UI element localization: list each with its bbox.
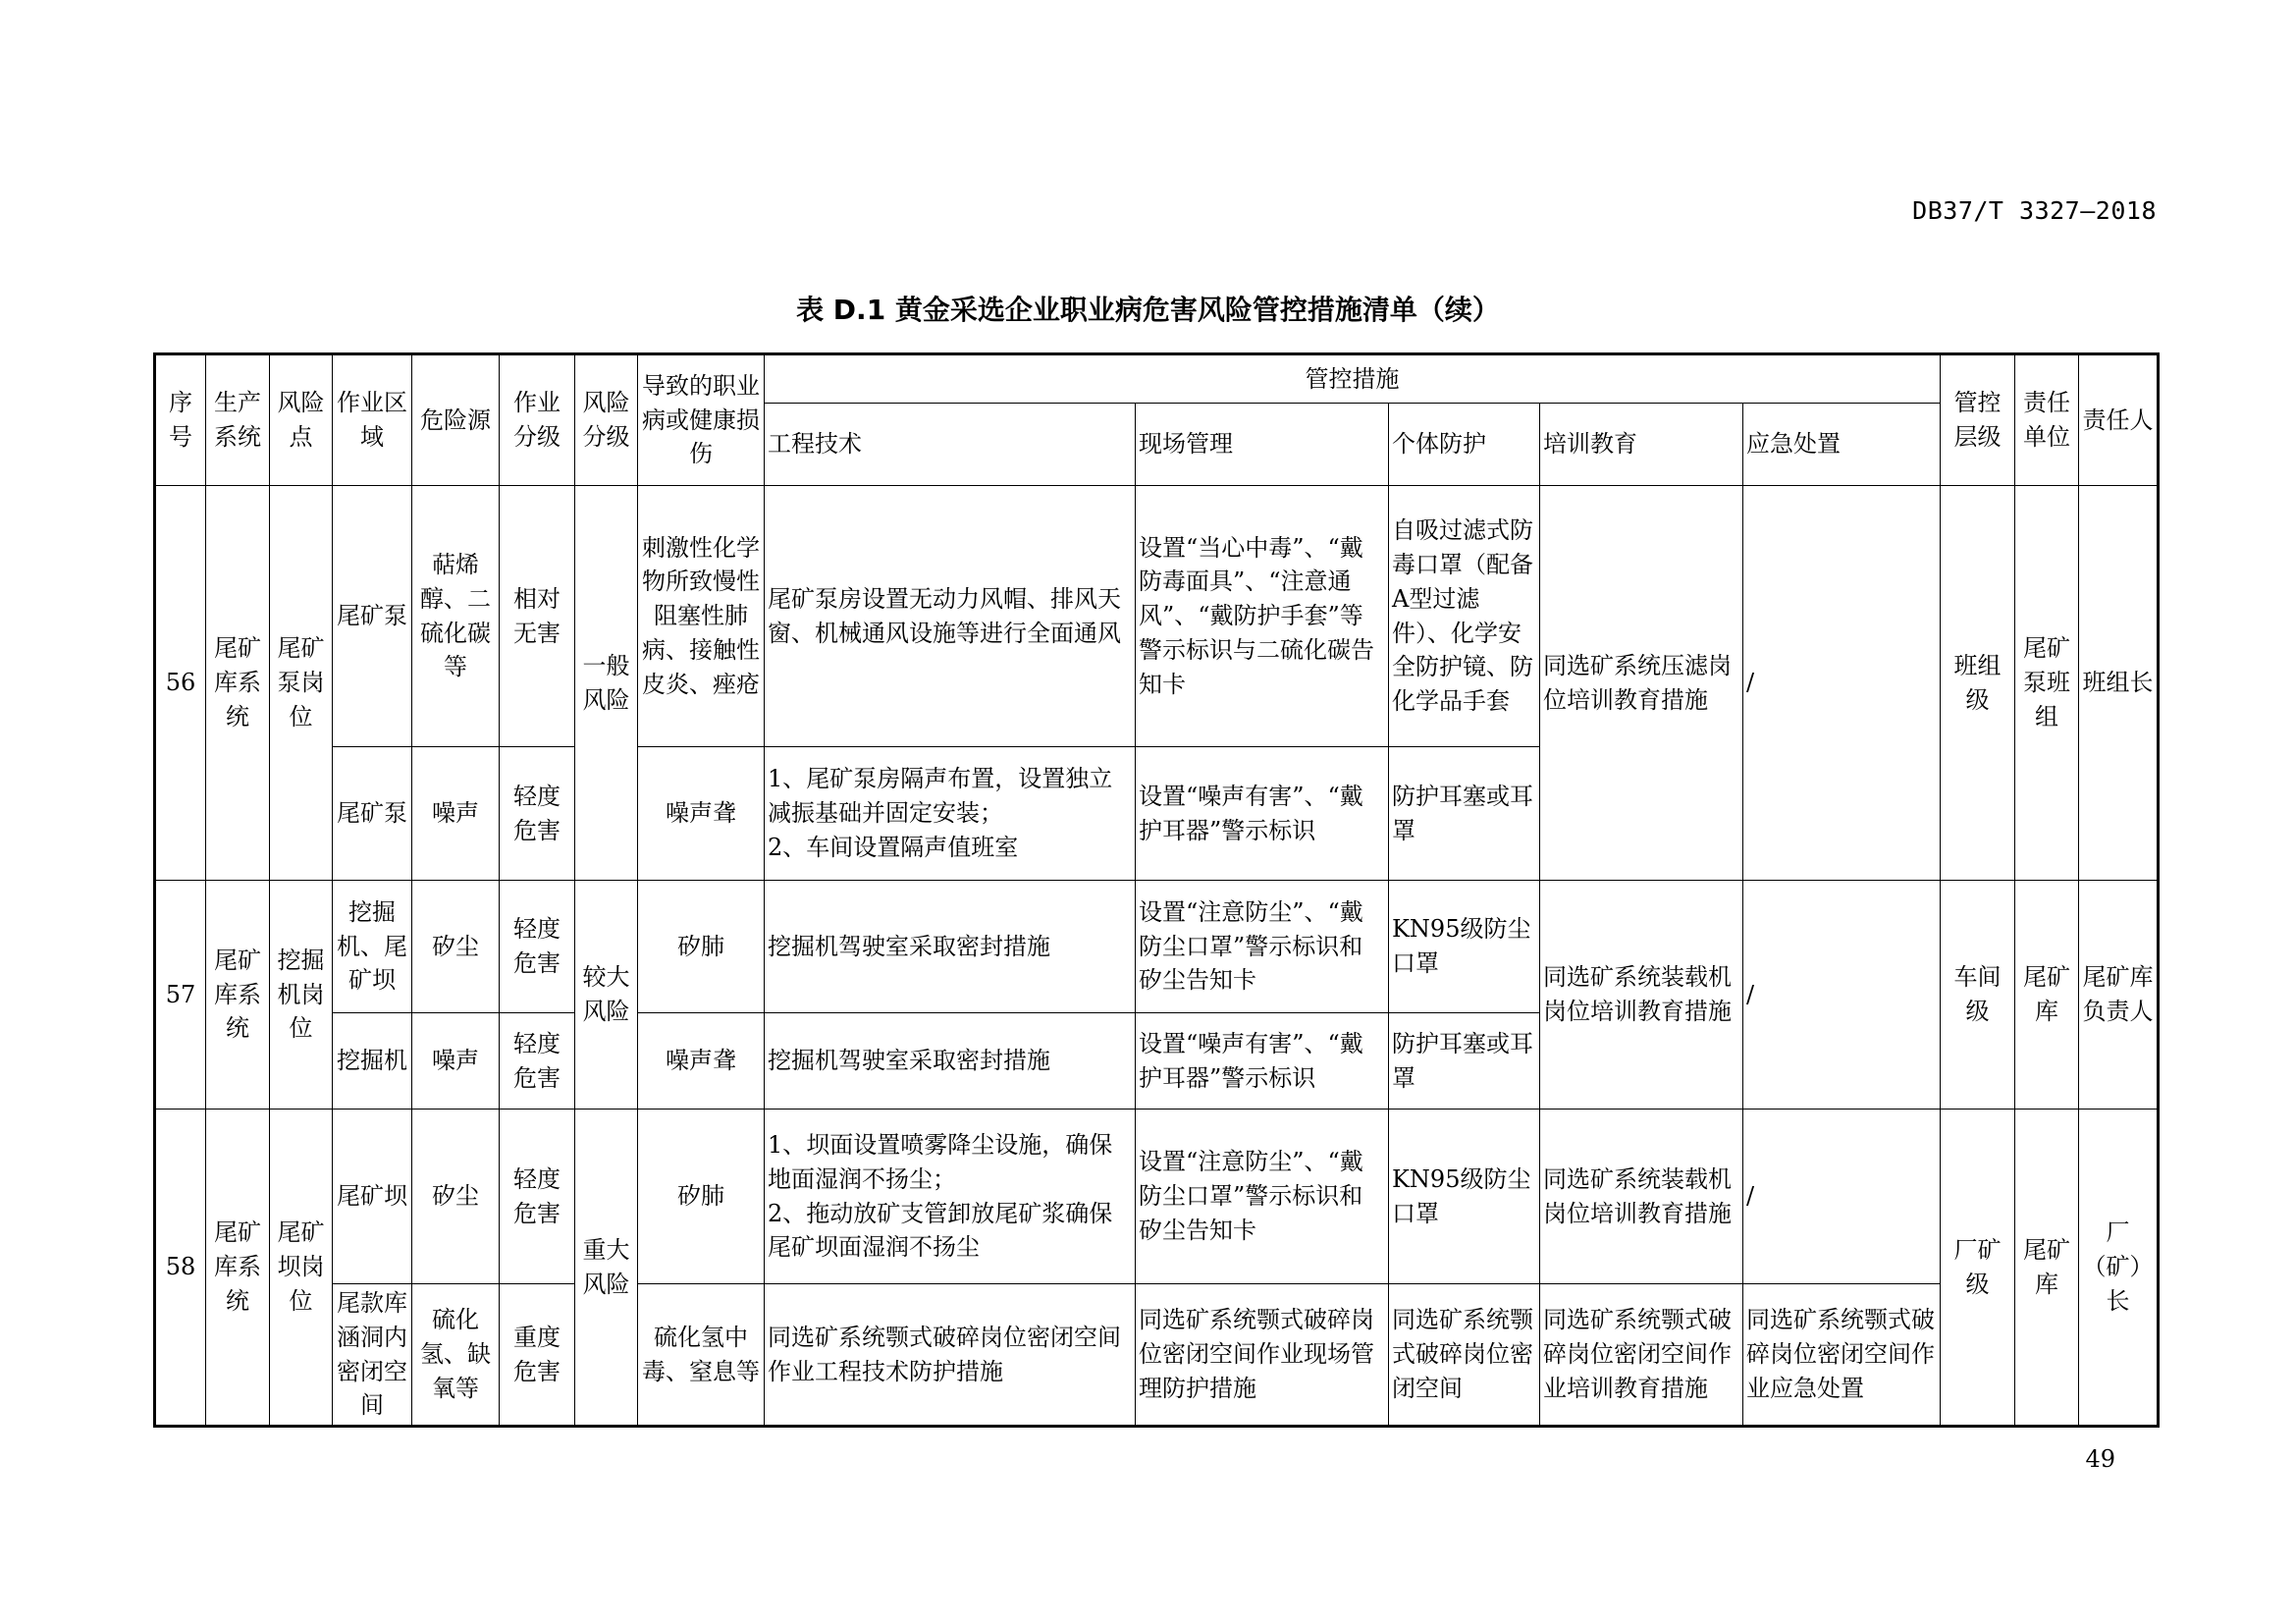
cell-control-level: 班组级 — [1941, 486, 2015, 881]
cell-engineering: 挖掘机驾驶室采取密封措施 — [765, 1013, 1136, 1110]
cell-hazard: 噪声 — [412, 747, 500, 881]
cell-seq: 58 — [155, 1110, 206, 1427]
cell-disease: 矽肺 — [638, 1110, 765, 1284]
table-row — [155, 486, 2159, 747]
col-emergency: 应急处置 — [1743, 404, 1941, 486]
cell-hazard: 矽尘 — [412, 881, 500, 1013]
cell-work-grade: 轻度危害 — [500, 881, 575, 1013]
cell-work-area: 尾矿泵 — [333, 486, 412, 747]
page-number: 49 — [2085, 1445, 2115, 1473]
cell-control-level: 厂矿级 — [1941, 1110, 2015, 1427]
cell-ppe: 同选矿系统颚式破碎岗位密闭空间 — [1389, 1284, 1540, 1427]
cell-ppe: 自吸过滤式防毒口罩（配备A型过滤件）、化学安全防护镜、防化学品手套 — [1389, 486, 1540, 747]
cell-risk-point: 尾矿坝岗位 — [270, 1110, 333, 1427]
cell-work-area: 尾矿坝 — [333, 1110, 412, 1284]
cell-person: 尾矿库负责人 — [2079, 881, 2159, 1110]
col-hazard: 危险源 — [412, 354, 500, 486]
table-row — [155, 881, 2159, 1013]
cell-training: 同选矿系统装载机岗位培训教育措施 — [1540, 1110, 1743, 1284]
col-control-level: 管控层级 — [1941, 354, 2015, 486]
cell-disease: 硫化氢中毒、窒息等 — [638, 1284, 765, 1427]
col-risk-grade: 风险分级 — [575, 354, 638, 486]
cell-unit: 尾矿库 — [2015, 1110, 2079, 1427]
col-engineering: 工程技术 — [765, 404, 1136, 486]
cell-hazard: 硫化氢、缺氧等 — [412, 1284, 500, 1427]
cell-seq: 57 — [155, 881, 206, 1110]
cell-site-mgmt: 同选矿系统颚式破碎岗位密闭空间作业现场管理防护措施 — [1136, 1284, 1389, 1427]
cell-site-mgmt: 设置“注意防尘”、“戴防尘口罩”警示标识和矽尘告知卡 — [1136, 881, 1389, 1013]
cell-work-area: 尾款库涵洞内密闭空间 — [333, 1284, 412, 1427]
cell-work-grade: 轻度危害 — [500, 1013, 575, 1110]
cell-risk-grade: 较大风险 — [575, 881, 638, 1110]
cell-training: 同选矿系统颚式破碎岗位密闭空间作业培训教育措施 — [1540, 1284, 1743, 1427]
cell-engineering: 同选矿系统颚式破碎岗位密闭空间作业工程技术防护措施 — [765, 1284, 1136, 1427]
cell-work-grade: 轻度危害 — [500, 747, 575, 881]
cell-engineering: 挖掘机驾驶室采取密封措施 — [765, 881, 1136, 1013]
cell-work-grade: 重度危害 — [500, 1284, 575, 1427]
col-system: 生产系统 — [206, 354, 270, 486]
col-risk-point: 风险点 — [270, 354, 333, 486]
col-work-area: 作业区域 — [333, 354, 412, 486]
cell-system: 尾矿库系统 — [206, 1110, 270, 1427]
cell-risk-point: 尾矿泵岗位 — [270, 486, 333, 881]
cell-disease: 噪声聋 — [638, 747, 765, 881]
cell-engineering: 1、坝面设置喷雾降尘设施，确保地面湿润不扬尘； 2、拖动放矿支管卸放尾矿浆确保尾矿坝面湿润不扬尘 — [765, 1110, 1136, 1284]
cell-work-area: 尾矿泵 — [333, 747, 412, 881]
col-work-grade: 作业分级 — [500, 354, 575, 486]
col-measures: 管控措施 — [765, 354, 1941, 404]
cell-engineering: 尾矿泵房设置无动力风帽、排风天窗、机械通风设施等进行全面通风 — [765, 486, 1136, 747]
cell-disease: 矽肺 — [638, 881, 765, 1013]
table-row — [155, 1284, 2159, 1427]
col-ppe: 个体防护 — [1389, 404, 1540, 486]
col-unit: 责任单位 — [2015, 354, 2079, 486]
cell-person: 厂（矿）长 — [2079, 1110, 2159, 1427]
cell-risk-point: 挖掘机岗位 — [270, 881, 333, 1110]
risk-control-table — [153, 352, 2160, 1428]
cell-work-grade: 轻度危害 — [500, 1110, 575, 1284]
cell-person: 班组长 — [2079, 486, 2159, 881]
cell-system: 尾矿库系统 — [206, 881, 270, 1110]
col-person: 责任人 — [2079, 354, 2159, 486]
cell-control-level: 车间级 — [1941, 881, 2015, 1110]
document-code: DB37/T 3327—2018 — [1912, 196, 2157, 225]
table-title: 表 D.1 黄金采选企业职业病危害风险管控措施清单（续） — [796, 294, 1500, 326]
cell-ppe: KN95级防尘口罩 — [1389, 881, 1540, 1013]
cell-hazard: 噪声 — [412, 1013, 500, 1110]
table-row — [155, 1110, 2159, 1284]
cell-emergency: / — [1743, 1110, 1941, 1284]
cell-site-mgmt: 设置“注意防尘”、“戴防尘口罩”警示标识和矽尘告知卡 — [1136, 1110, 1389, 1284]
cell-ppe: 防护耳塞或耳罩 — [1389, 1013, 1540, 1110]
col-training: 培训教育 — [1540, 404, 1743, 486]
col-disease: 导致的职业病或健康损伤 — [638, 354, 765, 486]
cell-emergency: / — [1743, 486, 1941, 881]
cell-work-grade: 相对无害 — [500, 486, 575, 747]
header-row-1 — [155, 354, 2159, 404]
cell-work-area: 挖掘机 — [333, 1013, 412, 1110]
cell-site-mgmt: 设置“噪声有害”、“戴护耳器”警示标识 — [1136, 1013, 1389, 1110]
col-seq: 序号 — [155, 354, 206, 486]
cell-ppe: KN95级防尘口罩 — [1389, 1110, 1540, 1284]
cell-disease: 噪声聋 — [638, 1013, 765, 1110]
cell-ppe: 防护耳塞或耳罩 — [1389, 747, 1540, 881]
cell-engineering: 1、尾矿泵房隔声布置，设置独立减振基础并固定安装； 2、车间设置隔声值班室 — [765, 747, 1136, 881]
cell-work-area: 挖掘机、尾矿坝 — [333, 881, 412, 1013]
cell-hazard: 矽尘 — [412, 1110, 500, 1284]
cell-training: 同选矿系统装载机岗位培训教育措施 — [1540, 881, 1743, 1110]
cell-risk-grade: 一般风险 — [575, 486, 638, 881]
cell-unit: 尾矿泵班组 — [2015, 486, 2079, 881]
cell-disease: 刺激性化学物所致慢性阻塞性肺病、接触性皮炎、痤疮 — [638, 486, 765, 747]
cell-emergency: 同选矿系统颚式破碎岗位密闭空间作业应急处置 — [1743, 1284, 1941, 1427]
col-site-mgmt: 现场管理 — [1136, 404, 1389, 486]
cell-site-mgmt: 设置“噪声有害”、“戴护耳器”警示标识 — [1136, 747, 1389, 881]
cell-seq: 56 — [155, 486, 206, 881]
cell-emergency: / — [1743, 881, 1941, 1110]
cell-unit: 尾矿库 — [2015, 881, 2079, 1110]
cell-hazard: 萜烯醇、二硫化碳等 — [412, 486, 500, 747]
cell-site-mgmt: 设置“当心中毒”、“戴防毒面具”、“注意通风”、“戴防护手套”等警示标识与二硫化碳告知卡 — [1136, 486, 1389, 747]
cell-risk-grade: 重大风险 — [575, 1110, 638, 1427]
cell-training: 同选矿系统压滤岗位培训教育措施 — [1540, 486, 1743, 881]
cell-system: 尾矿库系统 — [206, 486, 270, 881]
